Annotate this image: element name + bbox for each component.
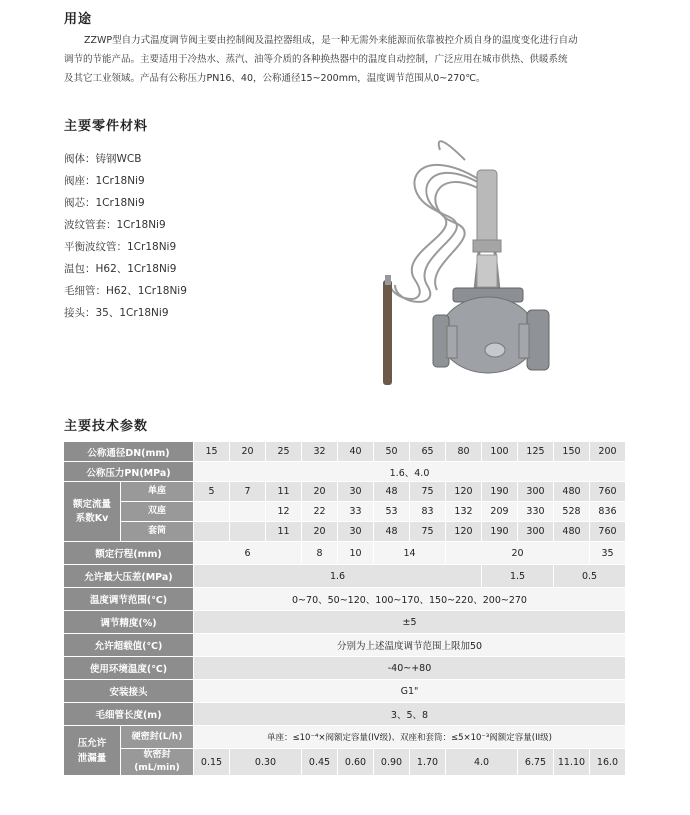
capillary-label: 毛细管长度(m) <box>64 703 194 726</box>
kv-double-cell: 33 <box>338 502 374 522</box>
kv-sleeve-cell <box>230 522 266 542</box>
dn-cell: 100 <box>482 442 518 462</box>
kv-single-cell: 480 <box>554 482 590 502</box>
kv-single-cell: 11 <box>266 482 302 502</box>
usage-line: 调节的节能产品。主要适用于冷热水、蒸汽、油等介质的各种换热器中的温度自动控制，广泛应用在城市供热、供暖系统 <box>64 54 568 65</box>
kv-double-cell <box>230 502 266 522</box>
temp-range-label: 温度调节范围(℃) <box>64 588 194 611</box>
kv-sleeve-label: 套筒 <box>121 522 194 542</box>
kv-sleeve-cell: 190 <box>482 522 518 542</box>
usage-paragraph <box>64 31 634 88</box>
soft-seal-cell: 0.15 <box>194 749 230 776</box>
kv-single-cell: 7 <box>230 482 266 502</box>
dn-cell: 32 <box>302 442 338 462</box>
dn-cell: 40 <box>338 442 374 462</box>
usage-title: 用途 <box>64 12 93 27</box>
table-row-pn <box>64 462 626 482</box>
table-row-ambient <box>64 657 626 680</box>
kv-single-label: 单座 <box>121 482 194 502</box>
dn-cell: 15 <box>194 442 230 462</box>
pn-label: 公称压力PN(MPa) <box>64 462 194 482</box>
kv-double-cell: 12 <box>266 502 302 522</box>
kv-sleeve-cell: 48 <box>374 522 410 542</box>
dn-cell: 25 <box>266 442 302 462</box>
table-row-temp-range <box>64 588 626 611</box>
stroke-cell: 10 <box>338 542 374 565</box>
ambient-value: -40~+80 <box>194 657 626 680</box>
stroke-cell: 20 <box>446 542 590 565</box>
soft-seal-cell: 11.10 <box>554 749 590 776</box>
kv-sleeve-cell: 300 <box>518 522 554 542</box>
dn-cell: 200 <box>590 442 626 462</box>
hard-seal-value: 单座：≤10⁻⁴×阀额定容量(IV级)、双座和套筒：≤5×10⁻³阀额定容量(II级) <box>194 726 626 749</box>
kv-double-cell: 22 <box>302 502 338 522</box>
kv-single-cell: 760 <box>590 482 626 502</box>
capillary-value: 3、5、8 <box>194 703 626 726</box>
kv-sleeve-cell: 11 <box>266 522 302 542</box>
material-item: 毛细管：H62、1Cr18Ni9 <box>64 285 187 297</box>
table-row-dp <box>64 565 626 588</box>
kv-sleeve-cell: 30 <box>338 522 374 542</box>
material-item: 波纹管套：1Cr18Ni9 <box>64 219 166 231</box>
materials-title: 主要零件材料 <box>64 119 149 134</box>
temp-range-value: 0~70、50~120、100~170、150~220、200~270 <box>194 588 626 611</box>
kv-double-cell: 132 <box>446 502 482 522</box>
kv-double-cell: 836 <box>590 502 626 522</box>
usage-line: 及其它工业领域。产品有公称压力PN16、40，公称通径15~200mm，温度调节范围从0~270℃。 <box>64 73 486 84</box>
soft-seal-cell: 1.70 <box>410 749 446 776</box>
kv-label-line: 额定流量 <box>72 498 111 510</box>
kv-sleeve-cell: 480 <box>554 522 590 542</box>
accuracy-label: 调节精度(%) <box>64 611 194 634</box>
kv-sleeve-cell: 20 <box>302 522 338 542</box>
stroke-cell: 14 <box>374 542 446 565</box>
kv-double-label: 双座 <box>121 502 194 522</box>
table-row-stroke <box>64 542 626 565</box>
soft-seal-cell: 4.0 <box>446 749 518 776</box>
table-row-dn <box>64 442 626 462</box>
soft-seal-label: 软密封(mL/min) <box>121 749 194 776</box>
dn-cell: 50 <box>374 442 410 462</box>
kv-double-cell: 209 <box>482 502 518 522</box>
material-item: 温包：H62、1Cr18Ni9 <box>64 263 177 275</box>
connector-label: 安装接头 <box>64 680 194 703</box>
table-row-kv-double <box>64 502 626 522</box>
material-item: 阀芯：1Cr18Ni9 <box>64 197 145 209</box>
stroke-label: 额定行程(mm) <box>64 542 194 565</box>
soft-seal-cell: 0.45 <box>302 749 338 776</box>
dn-label: 公称通径DN(mm) <box>64 442 194 462</box>
soft-seal-cell: 16.0 <box>590 749 626 776</box>
kv-single-cell: 48 <box>374 482 410 502</box>
kv-double-cell: 53 <box>374 502 410 522</box>
kv-double-cell: 83 <box>410 502 446 522</box>
leak-label-line: 泄漏量 <box>77 752 107 764</box>
accuracy-value: ±5 <box>194 611 626 634</box>
dp-label: 允许最大压差(MPa) <box>64 565 194 588</box>
connector-value: G1" <box>194 680 626 703</box>
ambient-label: 使用环境温度(℃) <box>64 657 194 680</box>
kv-single-cell: 20 <box>302 482 338 502</box>
dp-cell: 0.5 <box>554 565 626 588</box>
stroke-cell: 8 <box>302 542 338 565</box>
kv-label-line: 系数Kv <box>75 512 109 524</box>
table-row-overload <box>64 634 626 657</box>
dn-cell: 80 <box>446 442 482 462</box>
dn-cell: 65 <box>410 442 446 462</box>
dn-cell: 150 <box>554 442 590 462</box>
leak-label <box>64 726 121 776</box>
soft-seal-cell: 6.75 <box>518 749 554 776</box>
stroke-cell: 35 <box>590 542 626 565</box>
kv-sleeve-cell <box>194 522 230 542</box>
table-row-kv-single <box>64 482 626 502</box>
material-item: 平衡波纹管：1Cr18Ni9 <box>64 241 177 253</box>
kv-single-cell: 120 <box>446 482 482 502</box>
kv-single-cell: 75 <box>410 482 446 502</box>
soft-seal-cell: 0.30 <box>230 749 302 776</box>
kv-double-cell <box>194 502 230 522</box>
material-item: 阀座：1Cr18Ni9 <box>64 175 145 187</box>
usage-line: ZZWP型自力式温度调节阀主要由控制阀及温控器组成，是一种无需外来能源而依靠被控介质自身的温度变化进行自动 <box>84 35 578 46</box>
soft-seal-cell: 0.90 <box>374 749 410 776</box>
material-item: 阀体：铸钢WCB <box>64 153 142 165</box>
kv-sleeve-cell: 75 <box>410 522 446 542</box>
kv-label <box>64 482 121 542</box>
kv-sleeve-cell: 760 <box>590 522 626 542</box>
spec-table <box>63 441 626 776</box>
dp-cell: 1.5 <box>482 565 554 588</box>
overload-value: 分别为上述温度调节范围上限加50 <box>194 634 626 657</box>
valve-product-image <box>355 130 565 390</box>
soft-seal-cell: 0.60 <box>338 749 374 776</box>
overload-label: 允许超载值(℃) <box>64 634 194 657</box>
kv-single-cell: 190 <box>482 482 518 502</box>
table-row-kv-sleeve <box>64 522 626 542</box>
table-row-accuracy <box>64 611 626 634</box>
table-row-soft-seal <box>64 749 626 776</box>
kv-single-cell: 5 <box>194 482 230 502</box>
specs-title: 主要技术参数 <box>64 419 149 434</box>
table-row-connector <box>64 680 626 703</box>
kv-single-cell: 300 <box>518 482 554 502</box>
kv-sleeve-cell: 120 <box>446 522 482 542</box>
hard-seal-label: 硬密封(L/h) <box>121 726 194 749</box>
table-row-hard-seal <box>64 726 626 749</box>
kv-double-cell: 330 <box>518 502 554 522</box>
table-row-capillary <box>64 703 626 726</box>
dp-cell: 1.6 <box>194 565 482 588</box>
dn-cell: 125 <box>518 442 554 462</box>
leak-label-line: 压允许 <box>77 737 107 749</box>
kv-double-cell: 528 <box>554 502 590 522</box>
stroke-cell: 6 <box>194 542 302 565</box>
pn-value: 1.6、4.0 <box>194 462 626 482</box>
dn-cell: 20 <box>230 442 266 462</box>
kv-single-cell: 30 <box>338 482 374 502</box>
material-item: 接头：35、1Cr18Ni9 <box>64 307 169 319</box>
